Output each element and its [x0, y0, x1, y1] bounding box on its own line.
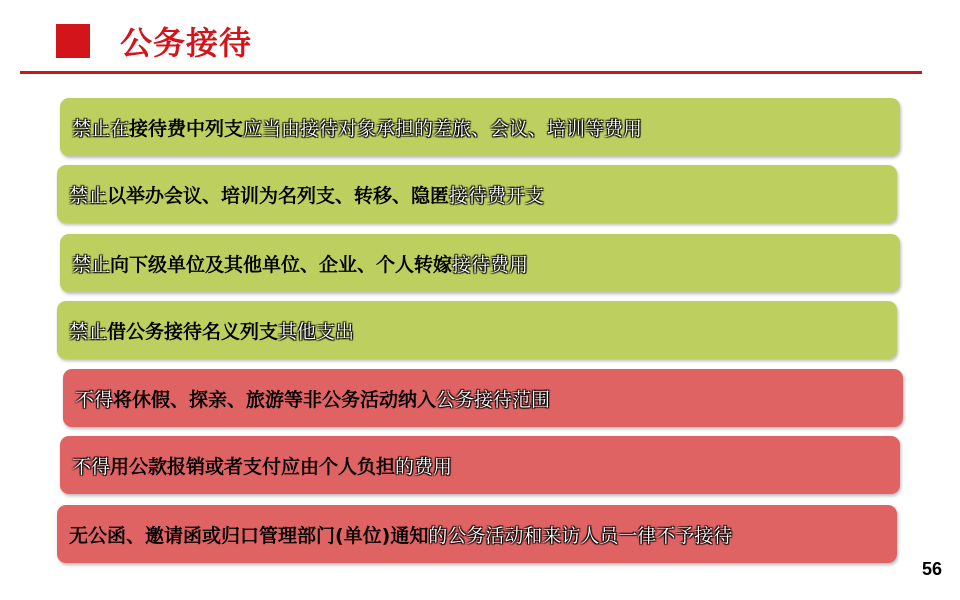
rule-text-segment: 无公函、邀请函或归口管理部门(单位)通知	[69, 524, 429, 547]
page-title: 公务接待	[120, 24, 253, 62]
page-number: 56	[921, 559, 942, 579]
rule-text-segment: 应当由接待对象承担的差旅、会议、培训等费用	[243, 117, 643, 140]
rule-text-segment: 的公务活动和来访人员一律不予接待	[428, 524, 733, 547]
rule-text-segment: 禁止	[72, 253, 111, 276]
rule-bar-1	[60, 98, 900, 156]
rule-bar-7	[57, 505, 897, 563]
rule-text-segment: 的费用	[395, 455, 453, 478]
rule-text-segment: 接待费用	[452, 253, 529, 276]
rule-text-segment: 禁止	[69, 184, 108, 207]
rule-bar-4	[57, 301, 897, 359]
rule-bar-6	[60, 436, 900, 494]
rule-text-segment: 接待费开支	[449, 184, 545, 207]
rule-text-segment: 以举办会议、培训为名列支、转移、隐匿	[107, 184, 450, 207]
rule-text-segment: 借公务接待名义列支	[107, 320, 279, 343]
rule-text-segment: 不得	[72, 455, 111, 478]
rule-text-segment: 其他支出	[278, 320, 355, 343]
title-divider	[20, 71, 922, 74]
rule-text-segment: 接待费中列支	[129, 117, 244, 140]
rule-text-segment: 禁止在	[72, 117, 130, 140]
rule-text-segment: 将休假、探亲、旅游等非公务活动纳入	[113, 388, 437, 411]
rule-text-segment: 公务接待范围	[436, 388, 551, 411]
rule-bar-2	[57, 165, 897, 223]
rule-text-segment: 不得	[75, 388, 114, 411]
rule-bar-3	[60, 234, 900, 292]
rule-text-segment: 用公款报销或者支付应由个人负担	[110, 455, 396, 478]
rule-text-segment: 禁止	[69, 320, 108, 343]
title-bullet-square	[56, 24, 90, 58]
rule-text-segment: 向下级单位及其他单位、企业、个人转嫁	[110, 253, 453, 276]
rule-bar-5	[63, 369, 903, 427]
